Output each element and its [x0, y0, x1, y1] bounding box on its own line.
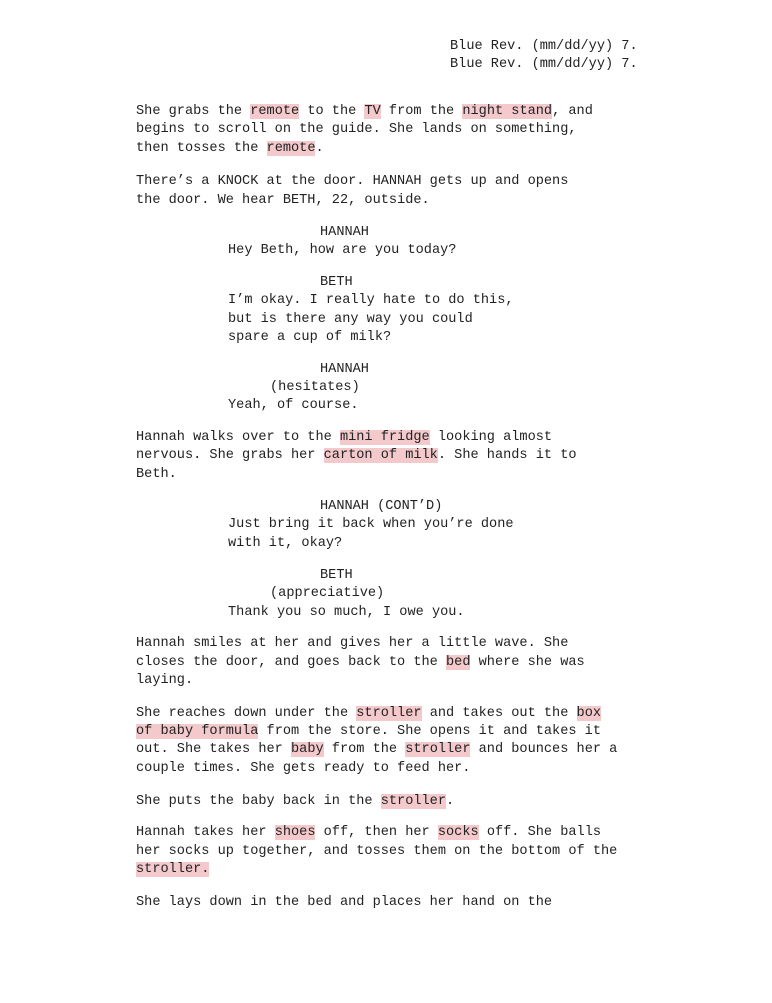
parenthetical: (appreciative)	[270, 586, 385, 601]
action-line: Hannah smiles at her and gives her a little wave. She	[136, 636, 569, 651]
character-name: BETH	[320, 568, 353, 583]
character-name: HANNAH (CONT’D)	[320, 499, 443, 514]
dialogue-line: I’m okay. I really hate to do this,	[228, 293, 514, 308]
dialogue-line: but is there any way you could	[228, 312, 473, 327]
prop-highlight: stroller	[405, 742, 471, 757]
prop-highlight: socks	[437, 825, 479, 840]
prop-highlight: mini fridge	[339, 430, 430, 445]
action-line: closes the door, and goes back to the bed where she was	[136, 655, 585, 670]
action-line: nervous. She grabs her carton of milk. She hands it to	[136, 448, 577, 463]
action-line: She puts the baby back in the stroller.	[136, 794, 455, 809]
action-line: begins to scroll on the guide. She lands on something,	[136, 122, 577, 137]
dialogue-line: Thank you so much, I owe you.	[228, 605, 465, 620]
prop-highlight: stroller	[356, 706, 422, 721]
action-line: She reaches down under the stroller and takes out the box	[136, 706, 602, 721]
action-line: laying.	[136, 673, 194, 688]
parenthetical: (hesitates)	[270, 380, 360, 395]
revision-line: Blue Rev. (mm/dd/yy) 7.	[450, 57, 638, 72]
character-name: BETH	[320, 275, 353, 290]
prop-highlight: bed	[446, 655, 471, 670]
action-line: the door. We hear BETH, 22, outside.	[136, 193, 430, 208]
prop-highlight: stroller	[380, 794, 446, 809]
dialogue-line: Yeah, of course.	[228, 398, 359, 413]
prop-highlight: remote	[266, 141, 316, 156]
prop-highlight: of baby formula	[136, 724, 259, 739]
action-line: her socks up together, and tosses them on the bottom of the	[136, 844, 618, 859]
prop-highlight: stroller.	[136, 862, 210, 877]
prop-highlight: baby	[291, 742, 324, 757]
action-line: of baby formula from the store. She opens it and takes it	[136, 724, 601, 739]
revision-line: Blue Rev. (mm/dd/yy) 7.	[450, 39, 638, 54]
prop-highlight: carton of milk	[323, 448, 438, 463]
character-name: HANNAH	[320, 362, 369, 377]
action-line: out. She takes her baby from the stroller and bounces her a	[136, 742, 618, 757]
prop-highlight: shoes	[274, 825, 316, 840]
prop-highlight: remote	[250, 104, 300, 119]
action-line: couple times. She gets ready to feed her.	[136, 761, 471, 776]
dialogue-line: spare a cup of milk?	[228, 330, 392, 345]
dialogue-line: Just bring it back when you’re done	[228, 517, 514, 532]
prop-highlight: TV	[364, 104, 381, 119]
prop-highlight: box	[576, 706, 602, 721]
dialogue-line: with it, okay?	[228, 536, 343, 551]
action-line: then tosses the remote.	[136, 141, 324, 156]
action-line: Hannah takes her shoes off, then her socks off. She balls	[136, 825, 602, 840]
action-line: There’s a KNOCK at the door. HANNAH gets up and opens	[136, 174, 569, 189]
action-line	[136, 861, 696, 879]
action-line: Hannah walks over to the mini fridge looking almost	[136, 430, 553, 445]
action-line: She grabs the remote to the TV from the night stand, and	[136, 104, 593, 119]
dialogue-line: Hey Beth, how are you today?	[228, 243, 457, 258]
prop-highlight: night stand	[462, 104, 553, 119]
character-name: HANNAH	[320, 225, 369, 240]
action-line: She lays down in the bed and places her hand on the	[136, 895, 553, 910]
action-line: Beth.	[136, 467, 177, 482]
